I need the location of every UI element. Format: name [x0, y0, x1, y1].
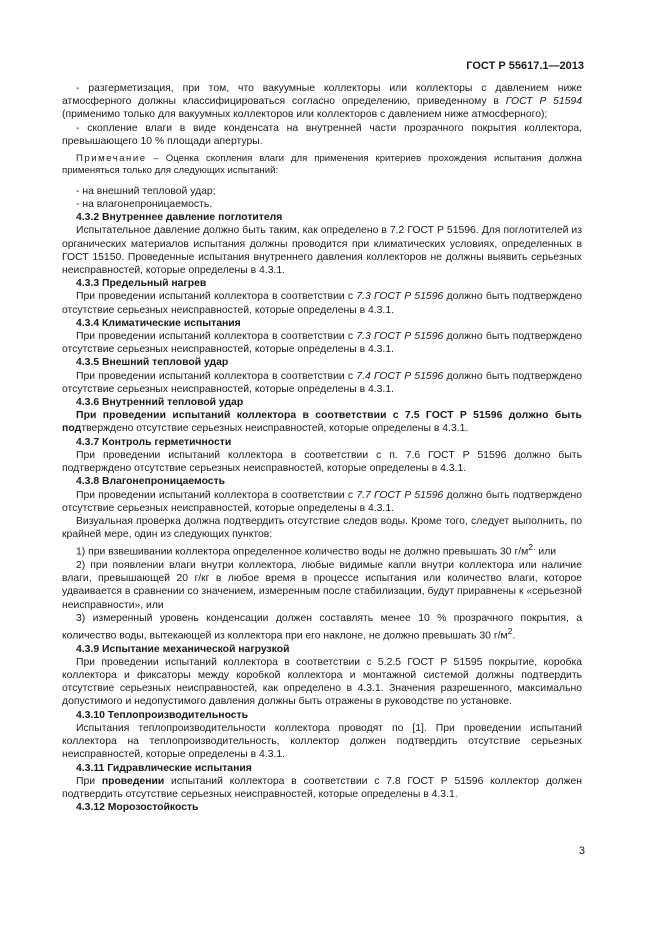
item-number: 1): [76, 546, 86, 558]
standard-reference: ГОСТ Р 51594: [505, 96, 582, 108]
section-text-4-3-3: [62, 290, 582, 316]
item-number: 3): [76, 612, 86, 624]
standard-reference: 7.7 ГОСТ Р 51596: [356, 489, 444, 501]
section-text-4-3-7: При проведении испытаний коллектора в соответствии с п. 7.6 ГОСТ Р 51596 должно быть подтверждено отсутствие серьезных неисправностей, которые определены в 4.3.1.: [62, 449, 582, 475]
note: [62, 153, 582, 178]
page-number: 3: [578, 845, 585, 857]
text: При проведении испытаний коллектора в соответствии с: [76, 489, 357, 501]
section-text-4-3-5: [62, 370, 582, 396]
section-text-4-3-4: [62, 330, 582, 356]
section-heading-4-3-5: 4.3.5 Внешний тепловой удар: [76, 357, 229, 369]
text: испытаний коллектора в соответствии с 7.8 ГОСТ Р 51596 коллектор должен подтвердить отсутствие серьезных неисправностей, которые определены в 4.3.1.: [62, 775, 582, 800]
standard-reference: 7.3 ГОСТ Р 51596: [356, 331, 444, 343]
section-heading-4-3-12: 4.3.12 Морозостойкость: [76, 802, 199, 814]
note-text: – Оценка скопления влаги для применения критериев прохождения испытания должна применяться только для следующих испытаний:: [62, 153, 582, 177]
text: должно быть подтверждено отсутствие серьезных неисправностей, которые определены в 4.3.1.: [62, 489, 582, 514]
paragraph-depressurization: [62, 82, 582, 122]
list-item: [62, 612, 582, 643]
note-label: Примечание: [76, 153, 147, 165]
section-text-4-3-2: Испытательное давление должно быть таким, как определено в 7.2 ГОСТ Р 51596. Для поглотителей из органических материалов испытания должны проводится при климатических условиях, определенных в ГОСТ 15150. Проведенные испытания внутреннего давления коллекторов не должны выявить серьезных неисправностей, которые определены в 4.3.1.: [62, 225, 582, 277]
section-heading-4-3-10: 4.3.10 Теплопроизводительность: [76, 709, 249, 721]
text: - разгерметизация, при том, что вакуумные коллекторы или коллекторы с давлением ниже атмосферного должны классифицироваться согласно определению, приведенному в: [62, 83, 582, 108]
text: должно быть подтверждено отсутствие серьезных неисправностей, которые определены в 4.3.1.: [62, 331, 582, 356]
text: должно быть подтверждено отсутствие серьезных неисправностей, которые определены в 4.3.1.: [62, 370, 582, 395]
standard-reference: 7.3 ГОСТ Р 51596: [356, 291, 444, 303]
superscript: 2.: [528, 542, 536, 553]
list-item: - на влагонепроницаемость.: [76, 199, 213, 211]
text: При: [76, 775, 102, 787]
text: или: [535, 546, 557, 558]
text: тверждено отсутствие серьезных неисправностей, которые определены в 4.3.1.: [81, 423, 469, 435]
document-id-header: ГОСТ Р 55617.1—2013: [466, 60, 584, 72]
item-number: 2): [76, 559, 86, 571]
section-heading-4-3-4: 4.3.4 Климатические испытания: [76, 317, 241, 329]
section-heading-4-3-7: 4.3.7 Контроль герметичности: [76, 436, 232, 448]
section-text-4-3-10: Испытания теплопроизводительности коллектора проводят по [1]. При проведении испытаний коллектора на теплопроизводительность, коллектор должен подтвердить отсутствие серьезных неисправностей, которые определены в 4.3.1.: [62, 722, 582, 761]
text: измеренный уровень конденсации должен составлять менее 10 % прозрачного покрытия, а количество воды, вытекающей из коллектора при его наклоне, не должно превышать 30 г/м: [62, 612, 582, 642]
text: При проведении испытаний коллектора в соответствии с: [76, 331, 357, 343]
text: должно быть подтверждено отсутствие серьезных неисправностей, которые определены в 4.3.1.: [62, 291, 582, 316]
section-heading-4-3-6: 4.3.6 Внутренний тепловой удар: [76, 397, 244, 409]
text: При проведении испытаний коллектора в соответствии с: [76, 291, 357, 303]
section-text-4-3-9: При проведении испытаний коллектора в соответствии с 5.2.5 ГОСТ Р 51595 покрытие, коробка коллектора и фиксаторы между коробкой коллектора и монтажной системой должны подтвердить отсутствие серьезных неисправностей, как определено в 4.3.1. Значения разрешенного, максимально допустимого и недопустимого давления должны быть отражены в руководстве по установке.: [62, 656, 582, 708]
bold-text: При проведении испытаний коллектора в соответствии с 7.5 ГОСТ Р 51596 должно быть под: [62, 410, 582, 435]
bold-text: проведении: [101, 775, 165, 787]
paragraph-condensation: - скопление влаги в виде конденсата на внутренней части прозрачного покрытия коллектора, превышающего 10 % площади апертуры.: [62, 122, 582, 147]
text: при появлении влаги внутри коллектора, любые видимые капли внутри коллектора или наличие влаги, превышающей 20 г/кг в любое время в процессе испытания или количество влаги, которое удваивается в сравнении со значением, измеренным после стабилизации, будут приравнены к «серьезной неисправности», или: [62, 559, 582, 611]
section-heading-4-3-11: 4.3.11 Гидравлические испытания: [76, 762, 252, 774]
standard-reference: 7.4 ГОСТ Р 51596: [356, 370, 444, 382]
superscript: 2: [507, 626, 513, 636]
section-heading-4-3-8: 4.3.8 Влагонепроницаемость: [76, 476, 226, 488]
section-text-4-3-6: [62, 409, 582, 435]
list-item: [62, 541, 582, 559]
visual-inspection-text: Визуальная проверка должна подтвердить отсутствие следов воды. Кроме того, следует выполнить, по крайней мере, один из следующих пунктов:: [62, 515, 582, 541]
section-heading-4-3-9: 4.3.9 Испытание механической нагрузкой: [76, 643, 290, 655]
list-item: [62, 559, 582, 612]
list-item: - на внешний тепловой удар;: [76, 185, 216, 197]
text: При проведении испытаний коллектора в соответствии с: [76, 370, 357, 382]
page-body: [62, 82, 582, 814]
text: .: [512, 630, 516, 642]
section-text-4-3-11: [62, 775, 582, 801]
text: при взвешивании коллектора определенное количество воды не должно превышать 30 г/м: [85, 546, 529, 558]
section-heading-4-3-2: 4.3.2 Внутреннее давление поглотителя: [76, 212, 283, 224]
text: (применимо только для вакуумных коллекторов или коллекторов с давлением ниже атмосферного);: [62, 109, 548, 121]
section-heading-4-3-3: 4.3.3 Предельный нагрев: [76, 278, 207, 290]
section-text-4-3-8: [62, 489, 582, 515]
